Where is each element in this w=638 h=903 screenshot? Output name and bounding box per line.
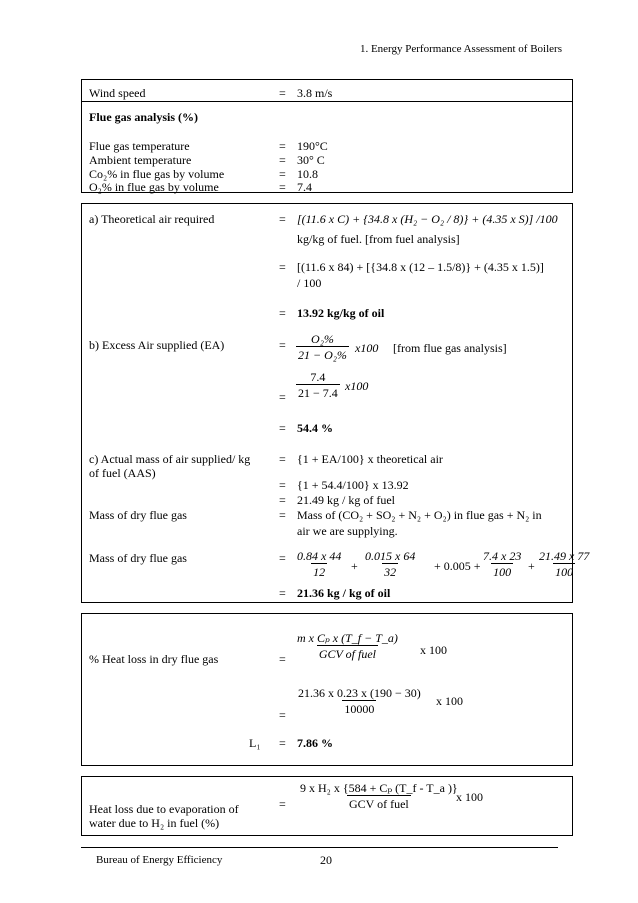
fraction-denominator: 21 − 7.4: [298, 386, 338, 400]
equals-sign: =: [279, 153, 286, 167]
nitrogen-fraction: [537, 549, 591, 579]
fraction-denominator: 12: [313, 565, 326, 579]
excess-air-label: b) Excess Air supplied (EA): [89, 338, 225, 352]
theoretical-air-formula: [(11.6 x C) + {34.8 x (H₂ − O₂ / 8)} + (4.35 x S)] /100: [297, 212, 558, 226]
fraction-denominator: 10000: [344, 702, 375, 716]
equals-sign: =: [279, 167, 286, 181]
co2-label: Co₂% in flue gas by volume: [89, 167, 225, 181]
theoretical-air-substitution: [(11.6 x 84) + [{34.8 x (12 – 1.5/8)} + (4.35 x 1.5)]: [297, 260, 544, 274]
chapter-header: 1. Energy Performance Assessment of Boilers: [359, 43, 562, 55]
evaporation-loss-fraction: [298, 781, 460, 811]
actual-air-substitution: {1 + 54.4/100} x 13.92: [297, 478, 409, 492]
sulfur-fraction: [363, 549, 417, 579]
equals-sign: =: [279, 551, 286, 565]
equals-sign: =: [279, 306, 286, 320]
equals-sign: =: [279, 652, 286, 666]
equals-sign: =: [279, 797, 286, 811]
equals-sign: =: [279, 390, 286, 404]
fraction-numerator: 21.36 x 0.23 x (190 − 30): [298, 686, 421, 700]
equals-sign: =: [279, 508, 286, 522]
flue-gas-section-title: Flue gas analysis (%): [89, 110, 199, 124]
fraction-denominator: 100: [493, 565, 512, 579]
dry-flue-gas-result: 21.36 kg / kg of oil: [297, 586, 391, 600]
fraction-denominator: 21 − O₂%: [298, 348, 347, 362]
loss-symbol-label: L₁: [249, 736, 261, 750]
equals-sign: =: [279, 180, 286, 194]
ambient-temp-label: Ambient temperature: [89, 153, 192, 167]
fraction-denominator: 100: [555, 565, 574, 579]
multiplier: x 100: [420, 643, 447, 657]
dry-flue-gas-label: Mass of dry flue gas: [89, 508, 187, 522]
equals-sign: =: [279, 586, 286, 600]
multiplier: x 100: [436, 694, 463, 708]
fraction-numerator: 9 x H₂ x {584 + Cₚ (T_f - T_a )}: [300, 781, 458, 795]
flue-gas-temp-value: 190°C: [297, 139, 328, 153]
o2-label: O₂% in flue gas by volume: [89, 180, 219, 194]
equals-sign: =: [279, 493, 286, 507]
footer-rule: [81, 847, 558, 848]
actual-air-formula: {1 + EA/100} x theoretical air: [297, 452, 443, 466]
divider: [82, 101, 572, 102]
fraction-numerator: 7.4 x 23: [483, 549, 522, 563]
equals-sign: =: [279, 478, 286, 492]
actual-air-label-cont: of fuel (AAS): [89, 466, 156, 480]
fraction-numerator: m x Cₚ x (T_f − T_a): [297, 631, 398, 645]
flue-gas-temp-label: Flue gas temperature: [89, 139, 190, 153]
heat-loss-substitution-fraction: [296, 686, 423, 716]
oxygen-fraction: [481, 549, 523, 579]
multiplier: x100: [355, 341, 379, 355]
fraction-denominator: GCV of fuel: [318, 647, 377, 661]
footer-organization: Bureau of Energy Efficiency: [96, 854, 223, 866]
fraction-denominator: GCV of fuel: [348, 797, 409, 811]
actual-air-label: c) Actual mass of air supplied/ kg: [89, 452, 251, 466]
multiplier: x 100: [456, 790, 483, 804]
plus-sign: +: [351, 559, 358, 573]
wind-speed-value: 3.8 m/s: [297, 86, 333, 100]
heat-loss-formula-fraction: [295, 631, 400, 661]
equals-sign: =: [279, 260, 286, 274]
fraction-numerator: 0.015 x 64: [365, 549, 416, 563]
excess-air-result: 54.4 %: [297, 421, 333, 435]
wind-speed-label: Wind speed: [89, 86, 146, 100]
equals-sign: =: [279, 338, 286, 352]
equals-sign: =: [279, 736, 286, 750]
evaporation-loss-label-cont: water due to H₂ in fuel (%): [89, 816, 220, 830]
dry-flue-gas-label-2: Mass of dry flue gas: [89, 551, 187, 565]
theoretical-air-result: 13.92 kg/kg of oil: [297, 306, 385, 320]
fraction-numerator: O₂%: [311, 332, 334, 346]
excess-air-note: [from flue gas analysis]: [393, 341, 507, 355]
dry-flue-gas-definition-cont: air we are supplying.: [297, 524, 398, 538]
dry-flue-gas-loss-label: % Heat loss in dry flue gas: [89, 652, 219, 666]
actual-air-result: 21.49 kg / kg of fuel: [297, 493, 395, 507]
page-number: 20: [320, 853, 332, 867]
theoretical-air-unit: kg/kg of fuel. [from fuel analysis]: [297, 232, 460, 246]
input-data-box: [81, 79, 573, 193]
ambient-temp-value: 30° C: [297, 153, 325, 167]
equals-sign: =: [279, 452, 286, 466]
equals-sign: =: [279, 212, 286, 226]
equals-sign: =: [279, 708, 286, 722]
plus-sign: +: [528, 559, 535, 573]
carbon-fraction: [295, 549, 343, 579]
theoretical-air-label: a) Theoretical air required: [89, 212, 215, 226]
o2-value: 7.4: [297, 180, 312, 194]
fraction-denominator: 32: [384, 565, 397, 579]
equals-sign: =: [279, 139, 286, 153]
excess-air-substitution-fraction: [296, 370, 340, 400]
fraction-numerator: 21.49 x 77: [539, 549, 590, 563]
multiplier: x100: [345, 379, 369, 393]
equals-sign: =: [279, 421, 286, 435]
evaporation-loss-label: Heat loss due to evaporation of: [89, 802, 239, 816]
fraction-numerator: 7.4: [310, 370, 326, 384]
dry-flue-gas-loss-result: 7.86 %: [297, 736, 333, 750]
equals-sign: =: [279, 86, 286, 100]
constant-term: + 0.005 +: [434, 559, 481, 573]
air-calculation-box: [81, 203, 590, 603]
theoretical-air-substitution-cont: / 100: [297, 276, 322, 290]
dry-flue-gas-loss-box: [81, 613, 573, 766]
dry-flue-gas-definition: Mass of (CO₂ + SO₂ + N₂ + O₂) in flue gas + N₂ in: [297, 508, 542, 522]
co2-value: 10.8: [297, 167, 318, 181]
evaporation-loss-box: [81, 776, 573, 836]
fraction-numerator: 0.84 x 44: [297, 549, 342, 563]
excess-air-fraction: [296, 332, 349, 362]
